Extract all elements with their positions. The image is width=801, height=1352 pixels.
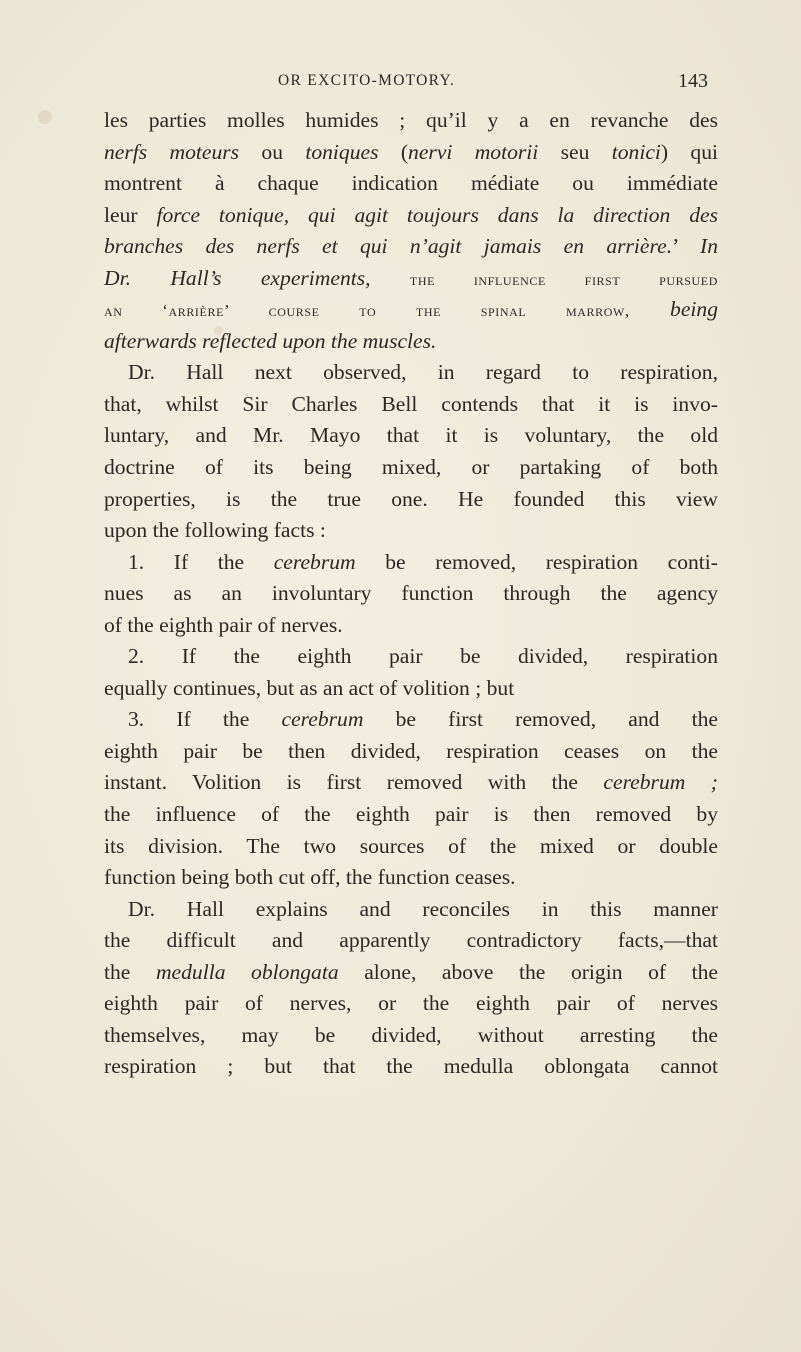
page-header [0, 70, 801, 96]
italic-run: cerebrum [273, 549, 356, 574]
text-line [104, 137, 718, 169]
text-run: the [104, 959, 156, 984]
text-run: ) qui [660, 139, 719, 164]
italic-run: force tonique, qui agit toujours dans la direction des [156, 202, 718, 227]
text-run: montrent à chaque indication médiate ou immédiate [104, 171, 718, 196]
text-run: eighth pair of nerves, or the eighth pair of nerves [104, 991, 718, 1016]
text-run: be first removed, and the [363, 707, 719, 732]
text-run: be removed, respiration conti- [355, 549, 719, 574]
text-line [104, 357, 718, 389]
text-line [104, 420, 718, 452]
text-line [104, 263, 718, 295]
text-run: of the eighth pair of nerves. [104, 612, 343, 637]
italic-run: cerebrum [281, 707, 364, 732]
text-line [104, 831, 718, 863]
text-run: that, whilst Sir Charles Bell contends that it is invo- [104, 391, 718, 416]
text-run: luntary, and Mr. Mayo that it is voluntary, the old [104, 423, 718, 448]
text-run: 1. If the [128, 549, 274, 574]
text-run: instant. Volition is first removed with the [104, 770, 604, 795]
italic-run: being [670, 297, 718, 322]
text-run: properties, is the true one. He founded this view [104, 486, 718, 511]
text-run: its division. The two sources of the mixed or double [104, 833, 718, 858]
text-line [104, 452, 718, 484]
body-text [104, 105, 718, 1083]
italic-run: tonici [611, 139, 661, 164]
text-run: Dr. Hall next observed, in regard to respiration, [128, 360, 718, 385]
paragraph [104, 547, 718, 642]
paragraph [104, 894, 718, 1083]
text-line [104, 200, 718, 232]
text-line [104, 326, 718, 358]
running-head: OR EXCITO-MOTORY. [278, 72, 456, 89]
text-line [104, 767, 718, 799]
text-run: nues as an involuntary function through the agency [104, 581, 718, 606]
text-line [104, 484, 718, 516]
italic-run: afterwards reflected upon the muscles. [104, 328, 437, 353]
text-run: the influence of the eighth pair is then removed by [104, 802, 718, 827]
text-run: equally continues, but as an act of volition ; but [104, 675, 515, 700]
text-run: leur [104, 202, 157, 227]
text-run: 3. If the [128, 707, 282, 732]
italic-run: toniques [305, 139, 379, 164]
text-line [104, 294, 718, 326]
text-line [104, 105, 718, 137]
small-caps-run: the influence first pursued [409, 269, 718, 289]
text-line [104, 1051, 718, 1083]
text-run: ou [239, 139, 306, 164]
italic-run: Dr. Hall’s experiments, [104, 265, 371, 290]
text-line [104, 799, 718, 831]
text-run: doctrine of its being mixed, or partaking of both [104, 455, 718, 480]
page-number: 143 [678, 70, 708, 92]
text-line [104, 610, 718, 642]
text-run: themselves, may be divided, without arresting the [104, 1022, 718, 1047]
text-line [104, 862, 718, 894]
italic-run: In [700, 234, 718, 259]
text-line [104, 231, 718, 263]
italic-run: nerfs moteurs [104, 139, 240, 164]
text-run: upon the following facts : [104, 518, 326, 543]
text-line [104, 1020, 718, 1052]
italic-run: branches des nerfs et qui n’agit jamais en arrière. [104, 234, 673, 259]
text-run: Dr. Hall explains and reconciles in this manner [128, 896, 718, 921]
text-run: the difficult and apparently contradictory facts,—that [104, 928, 718, 953]
text-line [104, 168, 718, 200]
text-run: eighth pair be then divided, respiration ceases on the [104, 738, 718, 763]
text-run: ( [378, 139, 409, 164]
text-line [104, 894, 718, 926]
paragraph [104, 704, 718, 893]
paragraph [104, 641, 718, 704]
text-run: 2. If the eighth pair be divided, respiration [128, 644, 718, 669]
text-line [104, 988, 718, 1020]
text-run: ’ [672, 234, 700, 259]
text-line [104, 673, 718, 705]
paragraph [104, 105, 718, 357]
text-line [104, 641, 718, 673]
text-line [104, 704, 718, 736]
text-run [630, 297, 670, 321]
text-run [371, 266, 410, 290]
text-line [104, 515, 718, 547]
small-caps-run: an ‘arrière’ course to the spinal marrow, [104, 301, 630, 321]
italic-run: cerebrum ; [603, 770, 718, 795]
text-run: seu [538, 139, 612, 164]
text-line [104, 389, 718, 421]
text-line [104, 547, 718, 579]
text-line [104, 736, 718, 768]
paragraph [104, 357, 718, 546]
paper-stain [38, 110, 52, 124]
italic-run: nervi motorii [408, 139, 539, 164]
text-run: alone, above the origin of the [338, 959, 718, 984]
text-run: function being both cut off, the function ceases. [104, 865, 516, 890]
text-line [104, 957, 718, 989]
text-run: les parties molles humides ; qu’il y a en revanche des [104, 108, 718, 132]
text-run: respiration ; but that the medulla oblongata cannot [104, 1054, 718, 1079]
text-line [104, 578, 718, 610]
text-line [104, 925, 718, 957]
italic-run: medulla oblongata [155, 959, 339, 984]
